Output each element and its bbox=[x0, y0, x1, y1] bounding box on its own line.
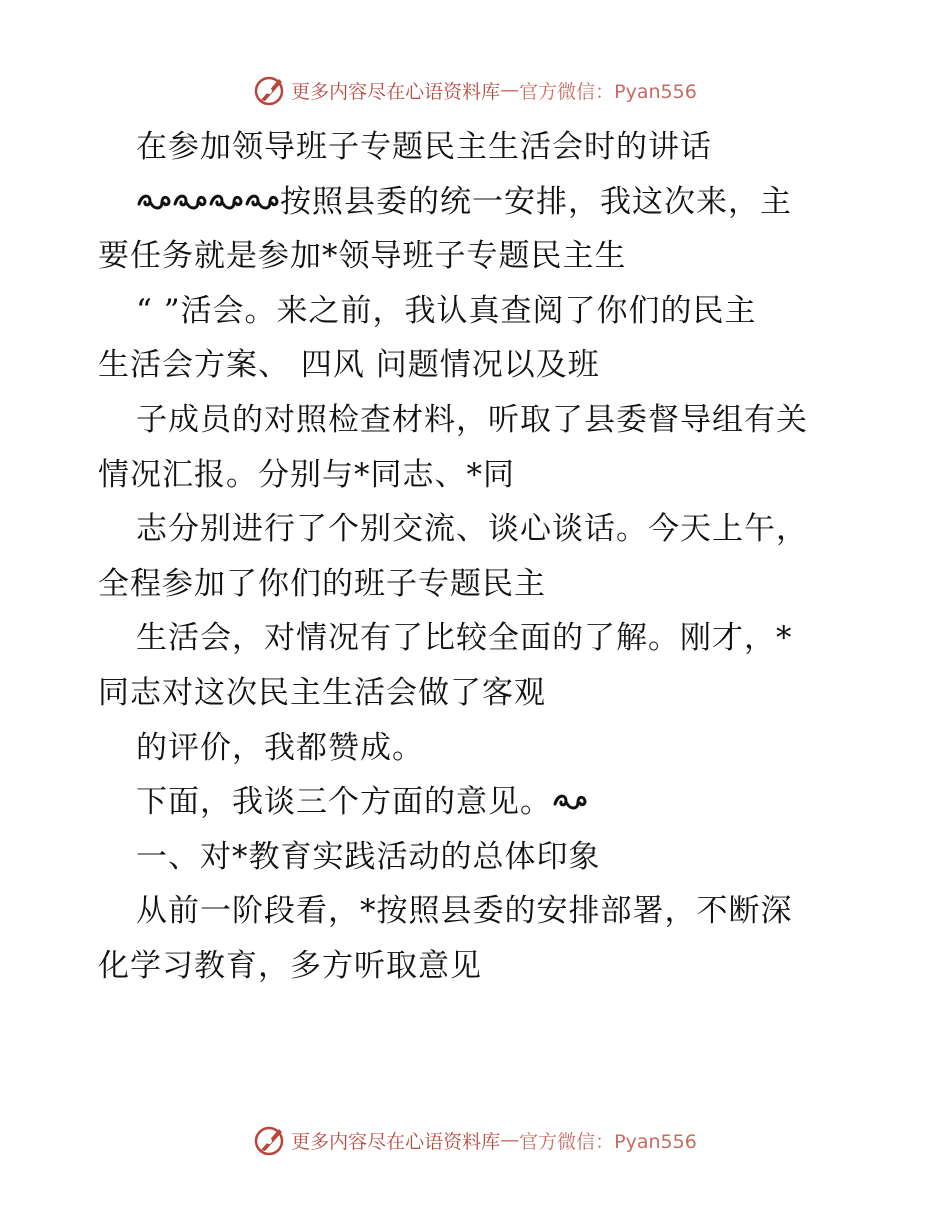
banner-wechat-text: 官方微信：Pyan556 bbox=[519, 1130, 697, 1153]
document-body bbox=[98, 120, 858, 994]
paragraph-line: 下面，我谈三个方面的意见。 bbox=[98, 775, 858, 830]
banner-site-text: 更多内容尽在心语资料库 bbox=[291, 1130, 501, 1153]
quill-pen-circle-icon bbox=[253, 1123, 287, 1157]
scroll-ornament-icon bbox=[208, 190, 244, 214]
paragraph-line: 的评价，我都赞成。 bbox=[136, 729, 424, 766]
scroll-ornament-icon bbox=[172, 190, 208, 214]
banner-wechat-text: 官方微信：Pyan556 bbox=[519, 80, 697, 103]
paragraph-line: 生活会，对情况有了比较全面的了解。刚才，* bbox=[136, 620, 793, 657]
paragraph-line: 要任务就是参加*领导班子专题民主生 bbox=[98, 238, 627, 275]
paragraph-line: 子成员的对照检查材料，听取了县委督导组有关 bbox=[136, 401, 808, 438]
scroll-ornament-icon bbox=[244, 190, 280, 214]
scroll-ornament-icon bbox=[552, 790, 588, 814]
banner-separator: — bbox=[500, 79, 520, 101]
document-title: 在参加领导班子专题民主生活会时的讲话 bbox=[136, 129, 712, 165]
quill-pen-circle-icon bbox=[253, 73, 287, 107]
paragraph-line: 化学习教育，多方听取意见 bbox=[98, 947, 482, 984]
banner-separator: — bbox=[500, 1129, 520, 1151]
scroll-ornament-icon bbox=[136, 190, 172, 214]
paragraph-line: 志分别进行了个别交流、谈心谈话。今天上午， bbox=[136, 511, 808, 548]
paragraph-line: 同志对这次民主生活会做了客观 bbox=[98, 674, 546, 711]
paragraph-line: 按照县委的统一安排，我这次来，主 bbox=[98, 175, 858, 230]
banner-site-text: 更多内容尽在心语资料库 bbox=[291, 80, 501, 103]
paragraph-line: 生活会方案、 四风 问题情况以及班 bbox=[98, 347, 600, 384]
paragraph-line: “ ”活会。来之前，我认真查阅了你们的民主 bbox=[136, 292, 757, 329]
paragraph-line: 全程参加了你们的班子专题民主 bbox=[98, 565, 546, 602]
footer-banner bbox=[0, 1120, 950, 1160]
section-heading: 一、对*教育实践活动的总体印象 bbox=[136, 838, 601, 875]
paragraph-line: 从前一阶段看，*按照县委的安排部署，不断深 bbox=[136, 893, 793, 930]
header-banner bbox=[0, 70, 950, 110]
paragraph-line: 情况汇报。分别与*同志、*同 bbox=[98, 456, 515, 493]
